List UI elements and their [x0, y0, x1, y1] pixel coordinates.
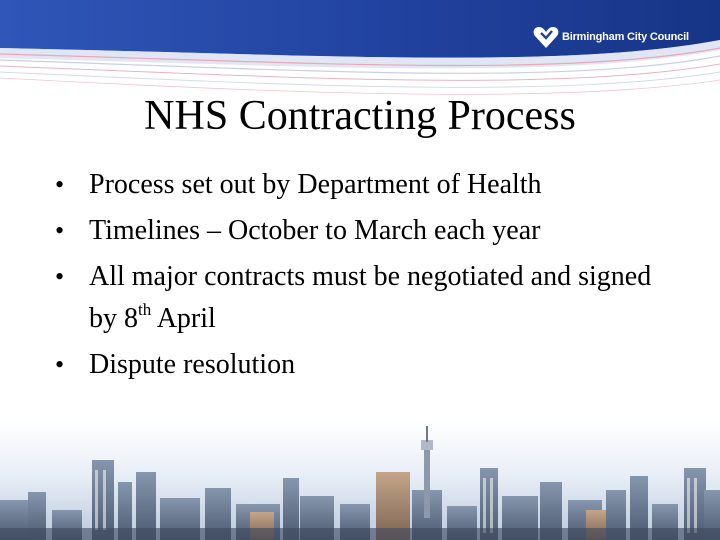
bullet-item: • Timelines – October to March each year	[55, 210, 675, 252]
bullet-text: All major contracts must be negotiated and signed by 8	[89, 261, 652, 334]
bullet-item	[55, 256, 675, 340]
ordinal-suffix: th	[138, 300, 152, 319]
logo-text: Birmingham City Council	[562, 31, 689, 43]
city-skyline-image	[0, 420, 720, 540]
council-logo	[532, 24, 689, 50]
bullet-text: April	[151, 303, 216, 334]
bullet-item: • Process set out by Department of Health	[55, 164, 675, 206]
slide-title: NHS Contracting Process	[144, 93, 576, 139]
bullet-item: • Dispute resolution	[55, 344, 675, 386]
bullet-list	[55, 164, 675, 390]
heart-shield-icon	[532, 24, 560, 50]
